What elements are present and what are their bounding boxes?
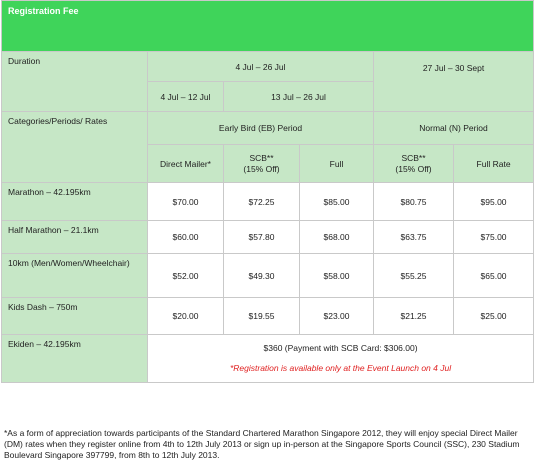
footnote: *As a form of appreciation towards participants of the Standard Chartered Marathon Singapore 2012, they will enjoy special Direct Mailer (DM) rates when they register online from 4th to 12th July 2013 or sign up in-person at the Singapore Sports Council (SSC), 230 Stadium Boulevard Singapore 397799, from 8th to 12th July 2013. <box>4 428 520 460</box>
price-cell: $75.00 <box>454 221 534 254</box>
normal-date-range: 27 Jul – 30 Sept <box>374 52 534 112</box>
table-row <box>2 183 534 221</box>
price-cell: $52.00 <box>148 254 224 298</box>
price-cell: $25.00 <box>454 298 534 335</box>
price-cell: $21.25 <box>374 298 454 335</box>
price-cell: $49.30 <box>224 254 300 298</box>
categories-label: Categories/Periods/ Rates <box>2 112 148 183</box>
ekiden-registration-note: *Registration is available only at the Event Launch on 4 Jul <box>229 363 452 373</box>
eb-date-range: 4 Jul – 26 Jul <box>148 52 374 82</box>
scb-discount-label: (15% Off) <box>395 163 432 174</box>
category-cell: 10km (Men/Women/Wheelchair) <box>2 254 148 298</box>
price-cell: $19.55 <box>224 298 300 335</box>
price-cell: $63.75 <box>374 221 454 254</box>
scb-discount-label: (15% Off) <box>243 163 280 174</box>
price-cell: $23.00 <box>300 298 374 335</box>
price-cell: $70.00 <box>148 183 224 221</box>
scb-n-header <box>374 145 454 183</box>
price-cell: $95.00 <box>454 183 534 221</box>
category-cell: Marathon – 42.195km <box>2 183 148 221</box>
category-cell: Ekiden – 42.195km <box>2 335 148 383</box>
table-title: Registration Fee <box>2 1 534 52</box>
price-cell: $60.00 <box>148 221 224 254</box>
sub-range-2: 13 Jul – 26 Jul <box>224 82 374 112</box>
full-eb-header: Full <box>300 145 374 183</box>
table-row <box>2 298 534 335</box>
duration-label: Duration <box>2 52 148 112</box>
price-cell: $80.75 <box>374 183 454 221</box>
table-row <box>2 254 534 298</box>
full-rate-header: Full Rate <box>454 145 534 183</box>
scb-label: SCB** <box>401 152 426 163</box>
sub-range-1: 4 Jul – 12 Jul <box>148 82 224 112</box>
price-cell: $20.00 <box>148 298 224 335</box>
category-cell: Half Marathon – 21.1km <box>2 221 148 254</box>
table-row <box>2 221 534 254</box>
price-cell: $55.25 <box>374 254 454 298</box>
price-cell: $85.00 <box>300 183 374 221</box>
direct-mailer-header: Direct Mailer* <box>148 145 224 183</box>
scb-label: SCB** <box>249 152 274 163</box>
registration-fee-table <box>1 0 533 383</box>
price-cell: $68.00 <box>300 221 374 254</box>
scb-eb-header <box>224 145 300 183</box>
price-cell: $57.80 <box>224 221 300 254</box>
normal-period-header: Normal (N) Period <box>374 112 534 145</box>
price-cell: $58.00 <box>300 254 374 298</box>
price-cell: $72.25 <box>224 183 300 221</box>
early-bird-period-header: Early Bird (EB) Period <box>148 112 374 145</box>
table-row-ekiden <box>2 335 534 383</box>
ekiden-price: $360 (Payment with SCB Card: $306.00) <box>263 343 418 353</box>
category-cell: Kids Dash – 750m <box>2 298 148 335</box>
price-cell: $65.00 <box>454 254 534 298</box>
ekiden-price-cell <box>148 335 534 383</box>
